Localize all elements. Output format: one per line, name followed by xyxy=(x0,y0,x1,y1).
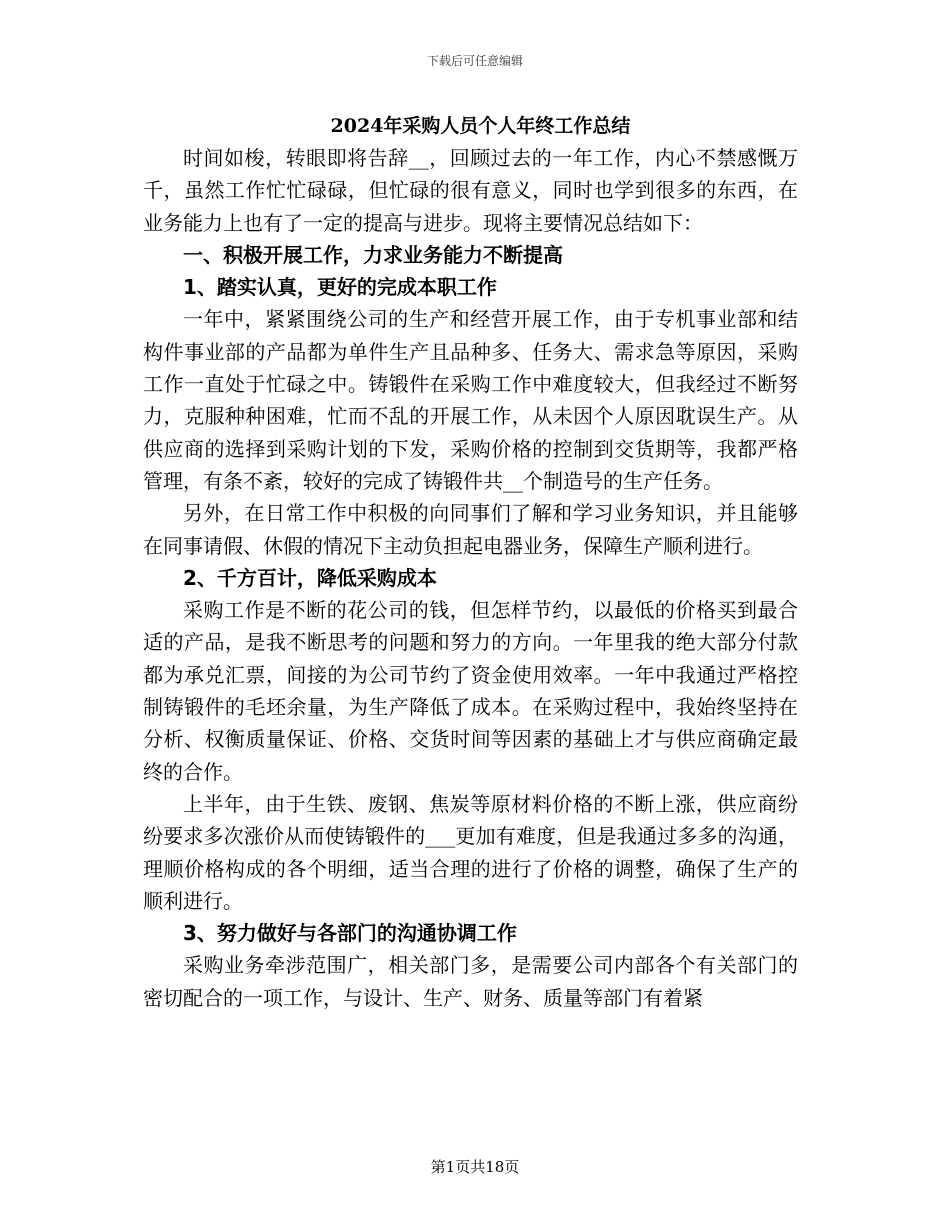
subsection-2-heading: 2、千方百计，降低采购成本 xyxy=(183,565,437,590)
subsection-3-paragraph-1: 采购业务牵涉范围广，相关部门多，是需要公司内部各个有关部门的密切配合的一项工作，与设计、生产、财务、质量等部门有着紧 xyxy=(143,953,798,1010)
document-title: 2024年采购人员个人年终工作总结 xyxy=(330,115,631,137)
subsection-2-paragraph-1: 采购工作是不断的花公司的钱，但怎样节约，以最低的价格买到最合适的产品，是我不断思考的问题和努力的方向。一年里我的绝大部分付款都为承兑汇票，间接的为公司节约了资金使用效率。一年中我通过严格控制铸锻件的毛坯余量，为生产降低了成本。在采购过程中，我始终坚持在分析、权衡质量保证、价格、交货时间等因素的基础上才与供应商确定最终的合作。 xyxy=(143,598,798,784)
subsection-1-heading: 1、踏实认真，更好的完成本职工作 xyxy=(183,275,497,300)
subsection-1-paragraph-1: 一年中，紧紧围绕公司的生产和经营开展工作，由于专机事业部和结构件事业部的产品都为单件生产且品种多、任务大、需求急等原因，采购工作一直处于忙碌之中。铸锻件在采购工作中难度较大，但我经过不断努力，克服种种困难，忙而不乱的开展工作，从未因个人原因耽误生产。从供应商的选择到采购计划的下发，采购价格的控制到交货期等，我都严格管理，有条不紊，较好的完成了铸锻件共__个制造号的生产任务。 xyxy=(143,307,798,493)
subsection-2-paragraph-2: 上半年，由于生铁、废钢、焦炭等原材料价格的不断上涨，供应商纷纷要求多次涨价从而使铸锻件的___更加有难度，但是我通过多多的沟通，理顺价格构成的各个明细，适当合理的进行了价格的调整，确保了生产的顺利进行。 xyxy=(143,791,798,913)
intro-paragraph: 时间如梭，转眼即将告辞__，回顾过去的一年工作，内心不禁感慨万千，虽然工作忙忙碌碌，但忙碌的很有意义，同时也学到很多的东西，在业务能力上也有了一定的提高与进步。现将主要情况总结如下： xyxy=(143,146,798,235)
section-1-heading: 一、积极开展工作，力求业务能力不断提高 xyxy=(183,242,563,267)
header-note: 下载后可任意编辑 xyxy=(426,54,523,68)
document-body xyxy=(143,110,798,1014)
subsection-1-paragraph-2: 另外，在日常工作中积极的向同事们了解和学习业务知识，并且能够在同事请假、休假的情况下主动负担起电器业务，保障生产顺利进行。 xyxy=(143,501,798,558)
subsection-3-heading: 3、努力做好与各部门的沟通协调工作 xyxy=(183,921,517,946)
page-number: 第1页共18页 xyxy=(430,1158,520,1176)
